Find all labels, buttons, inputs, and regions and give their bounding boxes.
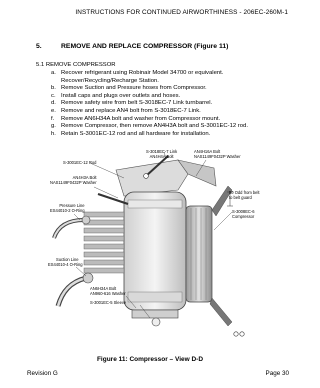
callout-an6h34a: AN6H34A Bolt AN960-616 Washer [90, 286, 126, 296]
callout-belt-gap: 50 Odd from belt to belt guard [229, 190, 260, 200]
callout-top-bolt: AN4H16A Bolt NAS1149F0432P Washer [194, 149, 241, 159]
compressor-figure [28, 146, 276, 376]
step-d [51, 100, 296, 108]
step-c [51, 93, 296, 101]
subsection-title: 5.1 REMOVE COMPRESSOR [36, 62, 116, 68]
step-text: Remove Suction and Pressure hoses from Compressor. [61, 85, 207, 92]
step-letter: e. [51, 107, 56, 114]
step-a [51, 70, 296, 85]
callout-link: S-3018EC-7 Link AN4H4A Bolt [146, 149, 178, 159]
page-header: INSTRUCTIONS FOR CONTINUED AIRWORTHINESS - 206EC-260M-1 [75, 9, 288, 16]
callout-rod: S-3001EC-12 Rod [63, 160, 97, 165]
mount-bracket [116, 160, 188, 196]
step-g [51, 123, 296, 131]
callout-compressor: S-3008EC-6 Compressor [232, 209, 255, 219]
section-title [36, 43, 228, 50]
step-letter: b. [51, 85, 56, 92]
compressor-pulley [186, 206, 212, 302]
step-letter: f. [51, 115, 55, 122]
step-text: Install caps and plugs over outlets and hoses. [61, 92, 181, 99]
step-e [51, 108, 296, 116]
callout-suction-line: Suction Line ES44010-4 O-Ring [48, 257, 83, 267]
footer-revision: Revision G [27, 370, 58, 377]
section-title-text: REMOVE AND REPLACE COMPRESSOR (Figure 11) [61, 43, 229, 50]
step-letter: a. [51, 70, 56, 76]
step-f [51, 116, 296, 124]
step-text: Remove and replace AN4 bolt from S-3018EC-7 Link. [61, 107, 201, 114]
step-b [51, 85, 296, 93]
callout-an4h3a: AN4H3A Bolt NAS1149F0432P Washer [50, 175, 97, 185]
section-number: 5. [36, 43, 42, 50]
footer-page-number: Page 30 [265, 370, 289, 377]
figure-caption: Figure 11: Compressor – View D-D [96, 356, 204, 363]
step-letter: c. [51, 92, 56, 99]
step-text: Remove Compressor, then remove AN4H3A bolt and S-3001EC-12 rod. [61, 123, 248, 130]
step-text: Recover refrigerant using Robinair Model 34700 or equivalent. [61, 70, 224, 76]
procedure-steps [51, 70, 296, 138]
suction-line [58, 278, 86, 306]
step-h [51, 131, 296, 139]
mount-sleeve [132, 310, 178, 318]
step-letter: d. [51, 100, 56, 107]
step-letter: g. [51, 123, 56, 130]
callout-sleeve: S-3001EC-5 Sleeve [90, 300, 127, 305]
step-text: Retain S-3001EC-12 rod and all hardware for installation. [61, 130, 211, 137]
callout-pressure-line: Pressure Line ES44010-2 O-Ring [50, 203, 85, 213]
step-text: Remove safety wire from belt S-3018EC-7 Link turnbarrel. [61, 100, 213, 107]
step-text-continued: Recover/Recycling/Recharge Station. [61, 77, 159, 84]
step-letter: h. [51, 130, 56, 137]
step-text: Remove AN6H34A bolt and washer from Compressor mount. [61, 115, 221, 122]
